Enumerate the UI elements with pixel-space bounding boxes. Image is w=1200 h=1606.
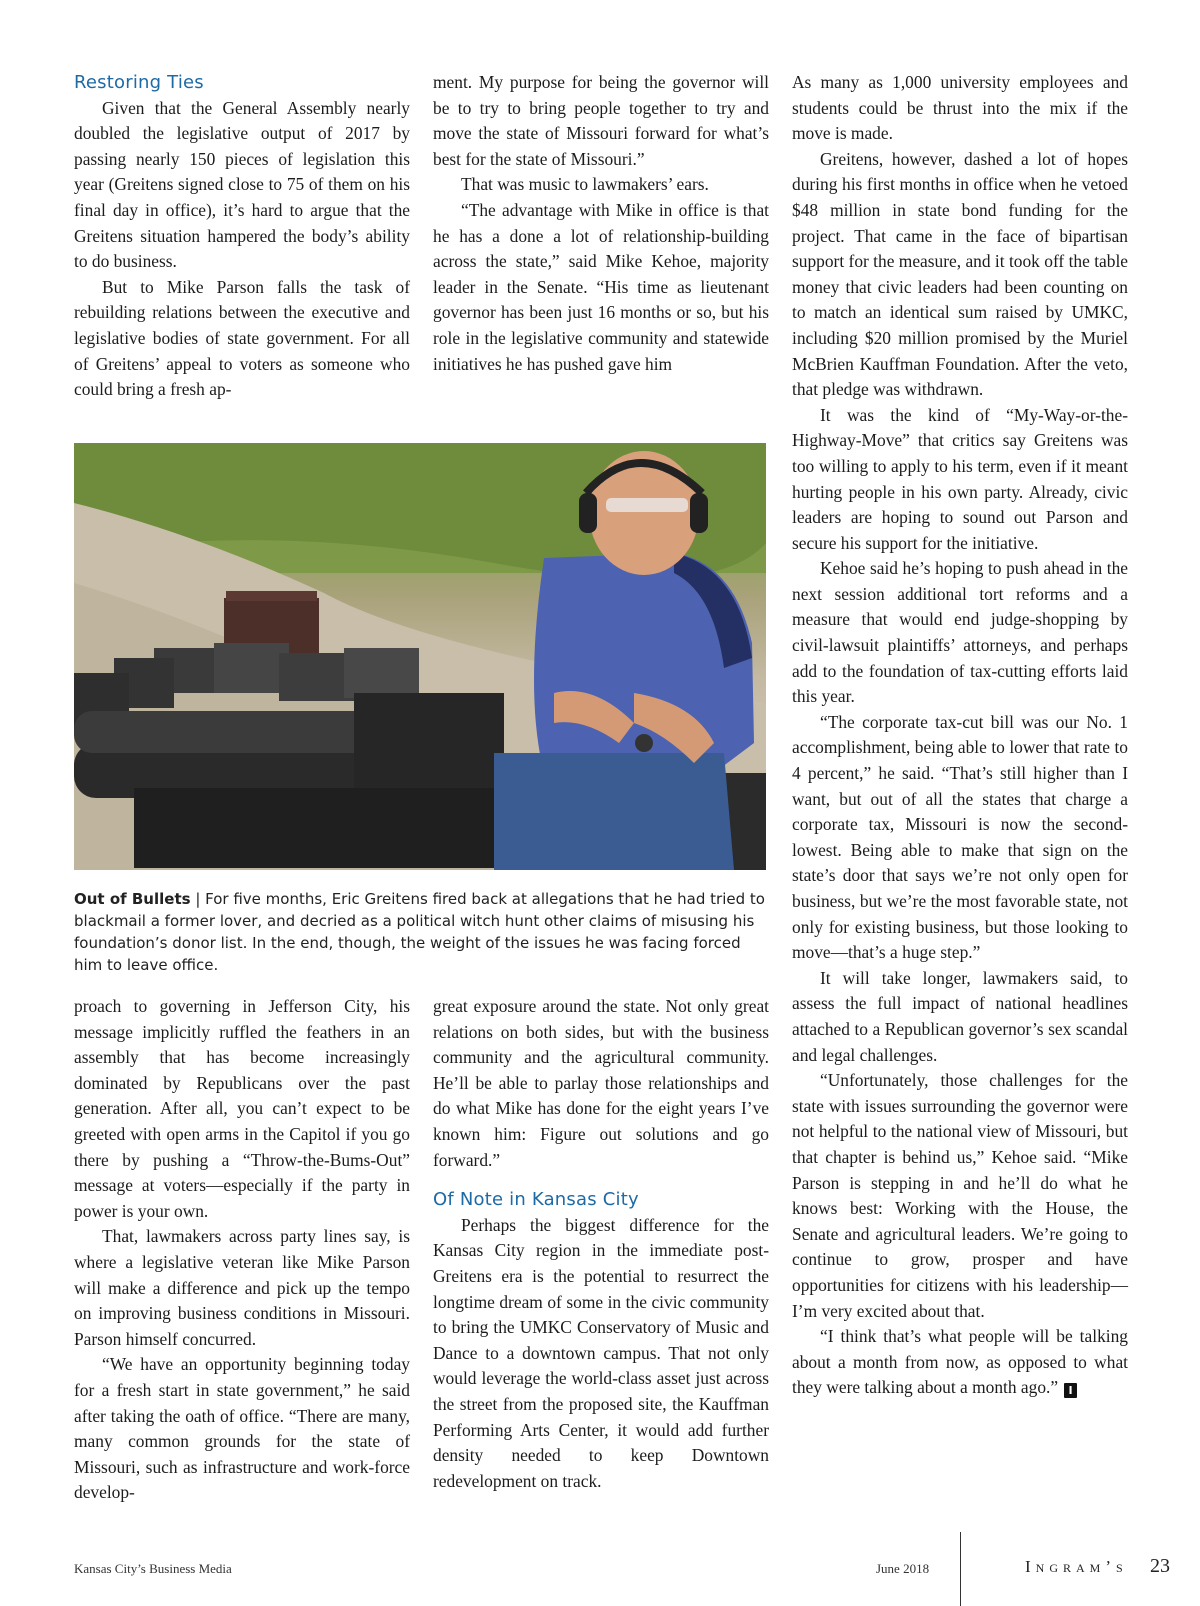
caption-text: For five months, Eric Greitens fired back at allegations that he had tried to blackmail a former lover, and decried as a political witch hunt other claims of misusing his foundation’s donor list. In the end, though, the weight of the issues he was facing forced him to leave office. [74,890,765,974]
column-3 [792,70,1128,1401]
page-number: 23 [1150,1555,1170,1577]
caption-separator: | [190,890,206,908]
column-2-bottom [433,994,769,1494]
column-2-top [433,70,769,377]
paragraph: ment. My purpose for being the governor will be to try to bring people together to try and move the state of Missouri forward for what’s best for the state of Missouri.” [433,72,769,169]
paragraph: “We have an opportunity beginning today for a fresh start in state government,” he said after taking the oath of office. “There are many, many common grounds for the state of Missouri, such as infrastructure and work-force develop- [74,1354,410,1503]
paragraph: proach to governing in Jefferson City, his message implicitly ruffled the feathers in an assembly that has become increasingly dominated by Republicans over the past generation. After all, you can’t expect to be greeted with open arms in the Capitol if you go there by pushing a “Throw-the-Bums-Out” message at voters—especially if the party in power is your own. [74,996,410,1221]
paragraph: Kehoe said he’s hoping to push ahead in the next session additional tort reforms and a measure that would end judge-shopping by civil-lawsuit plaintiffs’ attorneys, and perhaps add to the foundation of tax-cutting efforts laid this year. [792,558,1128,707]
paragraph: “The corporate tax-cut bill was our No. 1 accomplishment, being able to lower that rate to 4 percent,” he said. “That’s still higher than I want, but out of all the states that charge a corporate tax, Missouri is now the second-lowest. Being able to make that sign on the state’s door that says we’re not only open for business, but we’re the most favorable state, not only for existing business, but those looking to move—that’s a huge step.” [792,711,1128,963]
paragraph: Greitens, however, dashed a lot of hopes during his first months in office when he vetoed $48 million in state bond funding for the project. That came in the face of bipartisan support for the measure, and it took off the table money that civic leaders had been counting on to match an identical sum raised by UMKC, including $20 million promised by the Muriel McBrien Kauffman Foundation. After the veto, that pledge was withdrawn. [792,148,1128,400]
paragraph: But to Mike Parson falls the task of rebuilding relations between the executive and legislative bodies of state government. For all of Greitens’ appeal to voters as someone who could bring a fresh ap- [74,276,410,400]
column-1-bottom [74,994,410,1506]
paragraph: It will take longer, lawmakers said, to assess the full impact of national headlines attached to a Republican governor’s sex scandal and legal challenges. [792,967,1128,1065]
subhead-restoring-ties: Restoring Ties [74,72,204,93]
paragraph: It was the kind of “My-Way-or-the-Highway-Move” that critics say Greitens was too willing to apply to his term, even if it meant hurting people in his own party. Already, civic leaders are hoping to sound out Parson and secure his support for the initiative. [792,404,1128,553]
column-1-top [74,70,410,403]
paragraph: That was music to lawmakers’ ears. [461,174,709,195]
paragraph: great exposure around the state. Not only great relations on both sides, but with the business community and the agricultural community. He’ll be able to parlay those relationships and do what Mike has done for the eight years I’ve known him: Figure out solutions and go forward.” [433,996,769,1170]
footer-divider [960,1532,961,1606]
photo-caption [74,888,768,976]
paragraph: Given that the General Assembly nearly doubled the legislative output of 2017 by passing nearly 150 pieces of legislation this year (Greitens signed close to 75 of them on his final day in office), it’s hard to argue that the Greitens situation hampered the body’s ability to do business. [74,97,410,272]
end-of-story-icon: I [1064,1383,1077,1398]
article-photo [74,443,766,870]
paragraph: That, lawmakers across party lines say, is where a legislative veteran like Mike Parson will make a difference and pick up the tempo on improving business conditions in Missouri. Parson himself concurred. [74,1226,410,1349]
footer-brand: Ingram’s [1025,1557,1128,1576]
footer-date: June 2018 [876,1561,930,1576]
footer-publisher: Kansas City’s Business Media [74,1561,232,1576]
paragraph: “Unfortunately, those challenges for the state with issues surrounding the governor were not helpful to the national view of Missouri, but that chapter is behind us,” Kehoe said. “Mike Parson is stepping in and he’ll do what he knows best: Working with the House, the Senate and agricultural leaders. We’re going to continue to grow, prosper and have opportunities for citizens with his leadership—I’m very excited about that. [792,1070,1128,1321]
paragraph-last [792,1324,1128,1401]
photo-illustration [74,443,766,870]
subhead-of-note-in-kansas-city: Of Note in Kansas City [433,1189,639,1211]
paragraph: “The advantage with Mike in office is that he has a done a lot of relationship-building across the state,” said Mike Kehoe, majority leader in the Senate. “His time as lieutenant governor has been just 16 months or so, but his role in the legislative community and statewide initiatives he has pushed gave him [433,199,769,374]
paragraph: As many as 1,000 university employees and students could be thrust into the mix if the move is made. [792,72,1128,144]
paragraph: Perhaps the biggest difference for the Kansas City region in the immediate post-Greitens era is the potential to resurrect the longtime dream of some in the civic community to bring the UMKC Conservatory of Music and Dance to a downtown campus. That not only would leverage the world-class asset just across the street from the proposed site, the Kauffman Performing Arts Center, it would add further density needed to keep Downtown redevelopment on track. [433,1214,769,1491]
paragraph-last-text: “I think that’s what people will be talking about a month from now, as opposed to what they were talking about a month ago.” [792,1326,1128,1398]
caption-lead: Out of Bullets [74,890,191,908]
